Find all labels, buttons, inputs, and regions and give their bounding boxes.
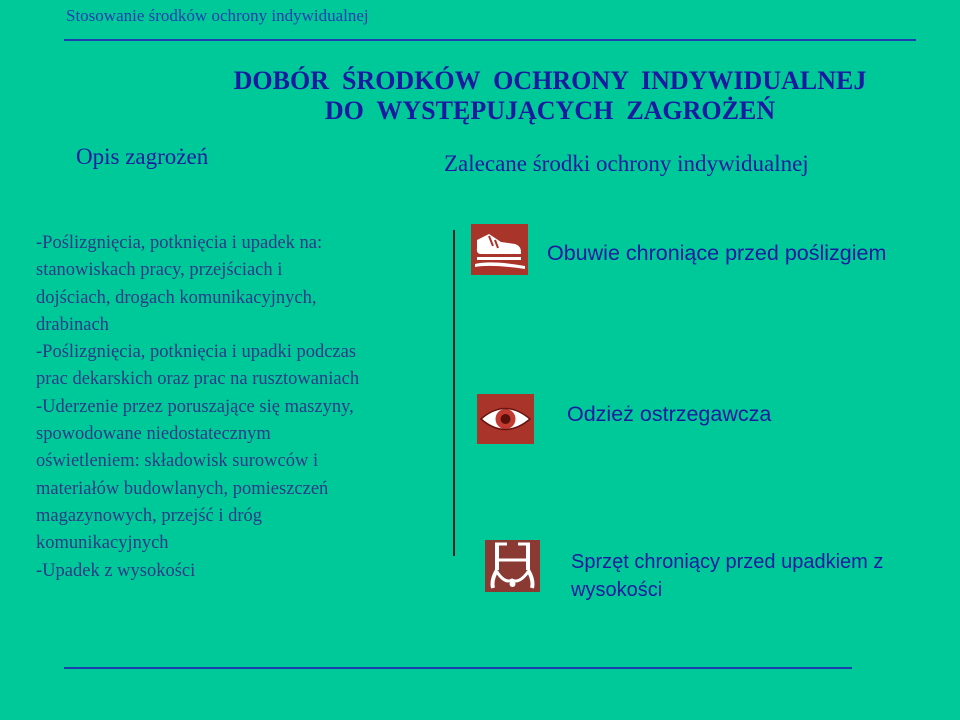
ppe-heading: Zalecane środki ochrony indywidualnej	[444, 151, 809, 176]
hazard-line: -Upadek z wysokości	[36, 560, 196, 581]
hazard-line: magazynowych, przejść i dróg	[36, 505, 263, 526]
hazards-list	[36, 230, 466, 585]
hazard-line: drabinach	[36, 314, 109, 335]
hazard-line: -Poślizgnięcia, potknięcia i upadek na:	[36, 233, 323, 253]
boots-icon	[471, 224, 528, 275]
hazard-line: -Poślizgnięcia, potknięcia i upadki podczas	[36, 342, 357, 363]
hazard-line: oświetleniem: składowisk surowców i	[36, 451, 319, 472]
harness-icon	[485, 540, 540, 592]
header-rule	[64, 39, 916, 41]
hazard-line: prac dekarskich oraz prac na rusztowaniach	[36, 369, 360, 390]
hazard-line: stanowiskach pracy, przejściach i	[36, 260, 283, 281]
eye-icon	[477, 394, 534, 444]
main-title-line1: DOBÓR ŚRODKÓW OCHRONY INDYWIDUALNEJ	[233, 66, 867, 95]
footer-rule	[64, 667, 852, 669]
header-title: Stosowanie środków ochrony indywidualnej	[66, 6, 369, 25]
ppe-vest-label: Odzież ostrzegawcza	[567, 402, 772, 426]
main-title	[140, 66, 960, 126]
hazard-line: -Uderzenie przez poruszające się maszyny,	[36, 396, 354, 417]
hazard-line: komunikacyjnych	[36, 533, 169, 554]
column-divider	[453, 230, 455, 556]
hazards-heading: Opis zagrożeń	[76, 144, 209, 169]
hazard-line: materiałów budowlanych, pomieszczeń	[36, 478, 329, 499]
ppe-footwear-label: Obuwie chroniące przed poślizgiem	[547, 241, 887, 265]
hazard-line: spowodowane niedostatecznym	[36, 424, 271, 445]
main-title-line2: DO WYSTĘPUJĄCYCH ZAGROŻEŃ	[324, 96, 776, 125]
hazard-line: dojściach, drogach komunikacyjnych,	[36, 287, 317, 308]
ppe-harness-label: Sprzęt chroniący przed upadkiem z wysokości	[571, 551, 884, 601]
